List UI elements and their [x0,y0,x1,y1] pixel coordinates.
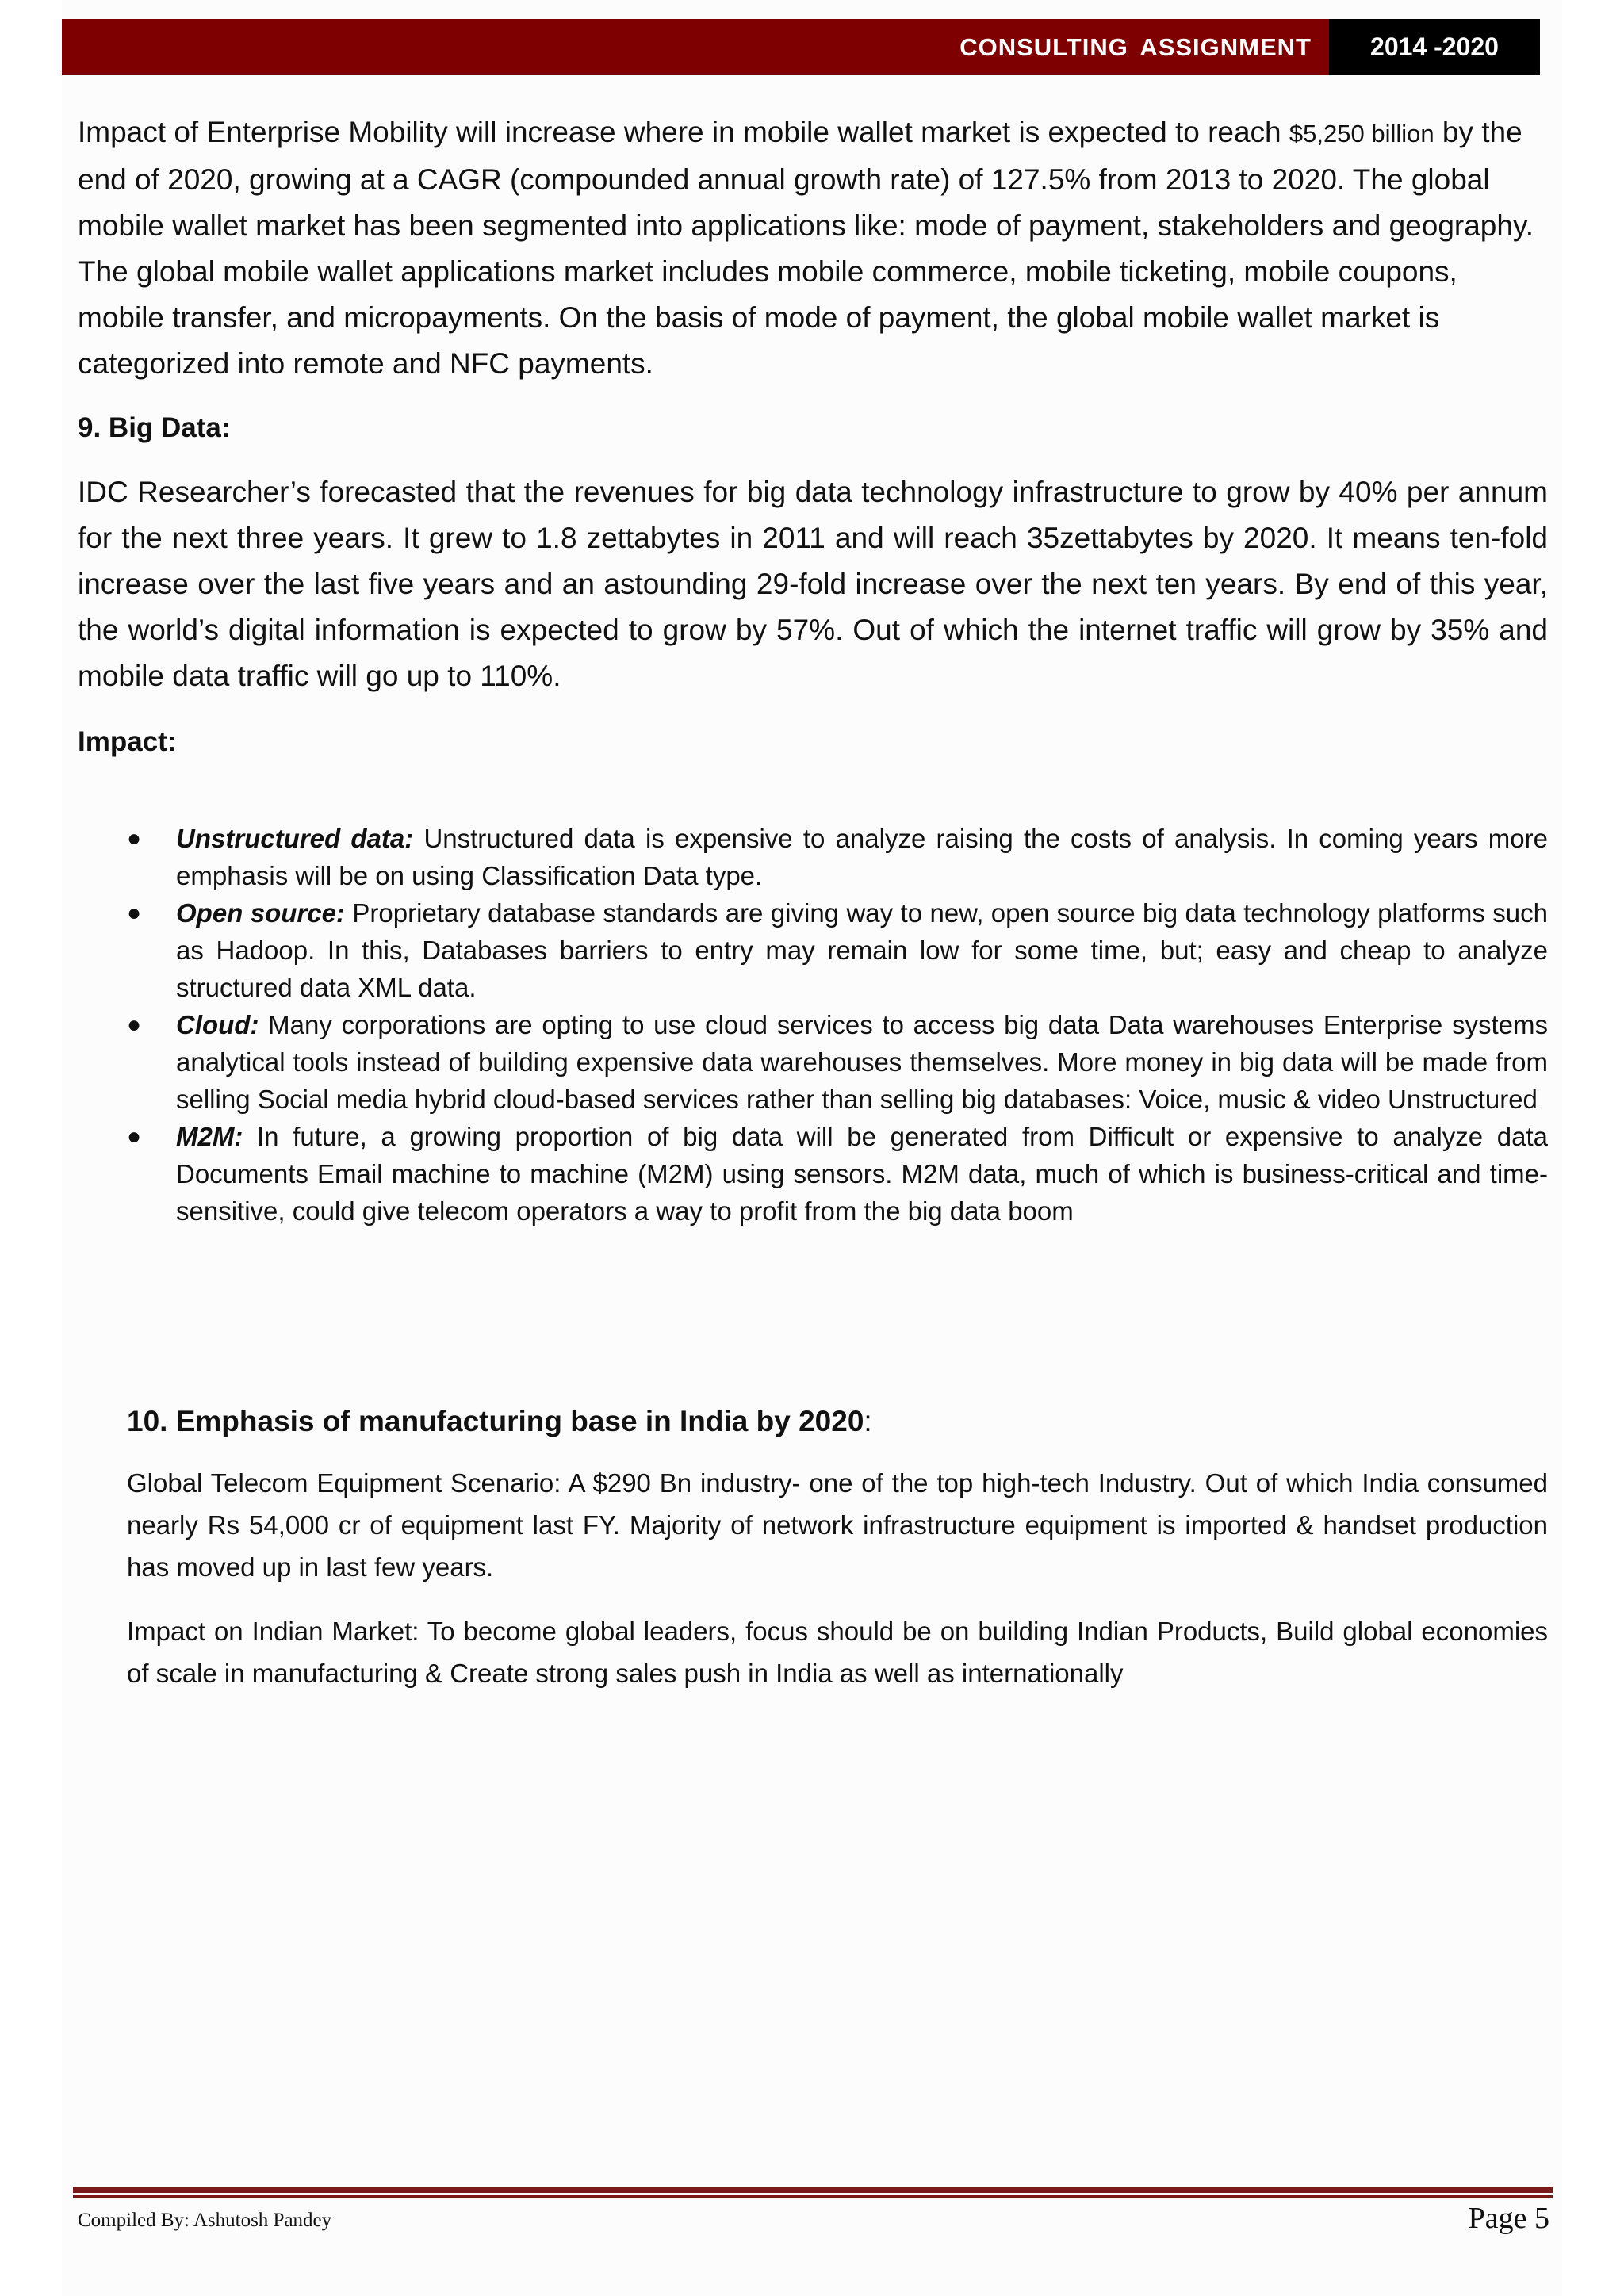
bullet-text: Proprietary database standards are giving way to new, open source big data technology platforms such as Hadoop. In this, Databases barriers to entry may remain low for some time, but; easy and cheap to analyze structured data XML data. [176,898,1548,1002]
section-10-heading [127,1405,1548,1438]
section-10-paragraph-2: Impact on Indian Market: To become global leaders, focus should be on building Indian Products, Build global economies of scale in manufacturing & Create strong sales push in India as well as internationally [127,1617,1548,1688]
intro-amount: $5,250 billion [1289,120,1434,147]
header-title: CONSULTING ASSIGNMENT [959,33,1312,61]
page-number: Page 5 [1468,2202,1549,2235]
impact-heading: Impact: [78,726,177,757]
section-10-colon: : [864,1405,872,1437]
header-year-badge: 2014 -2020 [1329,19,1540,75]
bullet-icon: ● [127,825,142,851]
intro-rest: by the end of 2020, growing at a CAGR (compounded annual growth rate) of 127.5% from 2013 to 2020. The global mobile wallet market has been segmented into applications like: mode of payment, stakeholders and geography. The global mobile wallet applications market includes mobile commerce, mobile ticketing, mobile coupons, mobile transfer, and micropayments. On the basis of mode of payment, the global mobile wallet market is categorized into remote and NFC payments. [78,116,1534,380]
intro-lead: Impact of Enterprise Mobility will increase where in mobile wallet market is expected to reach [78,116,1289,148]
list-item [127,894,1548,1006]
bullet-text: In future, a growing proportion of big data will be generated from Difficult or expensive to analyze data Documents Email machine to machine (M2M) using sensors. M2M data, much of which is business-critical and time-sensitive, could give telecom operators a way to profit from the big data boom [176,1122,1548,1226]
bullet-term: Unstructured data: [176,824,414,853]
bullet-term: M2M: [176,1122,243,1151]
footer-rule-thin [73,2195,1553,2198]
section-10 [127,1405,1548,1694]
section-9-heading: 9. Big Data: [78,412,231,443]
list-item [127,1006,1548,1118]
bullet-term: Cloud: [176,1010,259,1039]
bullet-text: Many corporations are opting to use cloud services to access big data Data warehouses Enterprise systems analytical tools instead of building expensive data warehouses themselves. More money in big data will be made from selling Social media hybrid cloud-based services rather than selling big databases: Voice, music & video Unstructured [176,1010,1548,1114]
footer-rule-thick [73,2187,1553,2193]
main-content [78,109,1548,758]
list-item [127,820,1548,894]
impact-bullet-list [127,820,1548,1230]
bullet-icon: ● [127,900,142,926]
bullet-text: Unstructured data is expensive to analyze raising the costs of analysis. In coming years more emphasis will be on using Classification Data type. [176,824,1548,890]
intro-paragraph [78,109,1548,387]
section-10-title: 10. Emphasis of manufacturing base in India by 2020 [127,1405,864,1437]
bullet-term: Open source: [176,898,345,928]
bullet-icon: ● [127,1012,142,1038]
list-item [127,1118,1548,1230]
bullet-icon: ● [127,1123,142,1150]
section-10-paragraph-1: Global Telecom Equipment Scenario: A $290 Bn industry- one of the top high-tech Industry. Out of which India consumed nearly Rs 54,000 cr of equipment last FY. Majority of network infrastructure equipment is imported & handset production has moved up in last few years. [127,1468,1548,1582]
footer-author: Compiled By: Ashutosh Pandey [78,2210,332,2231]
section-9-paragraph: IDC Researcher’s forecasted that the revenues for big data technology infrastructure to grow by 40% per annum for the next three years. It grew to 1.8 zettabytes in 2011 and will reach 35zettabytes by 2020. It means ten-fold increase over the last five years and an astounding 29-fold increase over the next ten years. By end of this year, the world’s digital information is expected to grow by 57%. Out of which the internet traffic will grow by 35% and mobile data traffic will go up to 110%. [78,476,1548,692]
